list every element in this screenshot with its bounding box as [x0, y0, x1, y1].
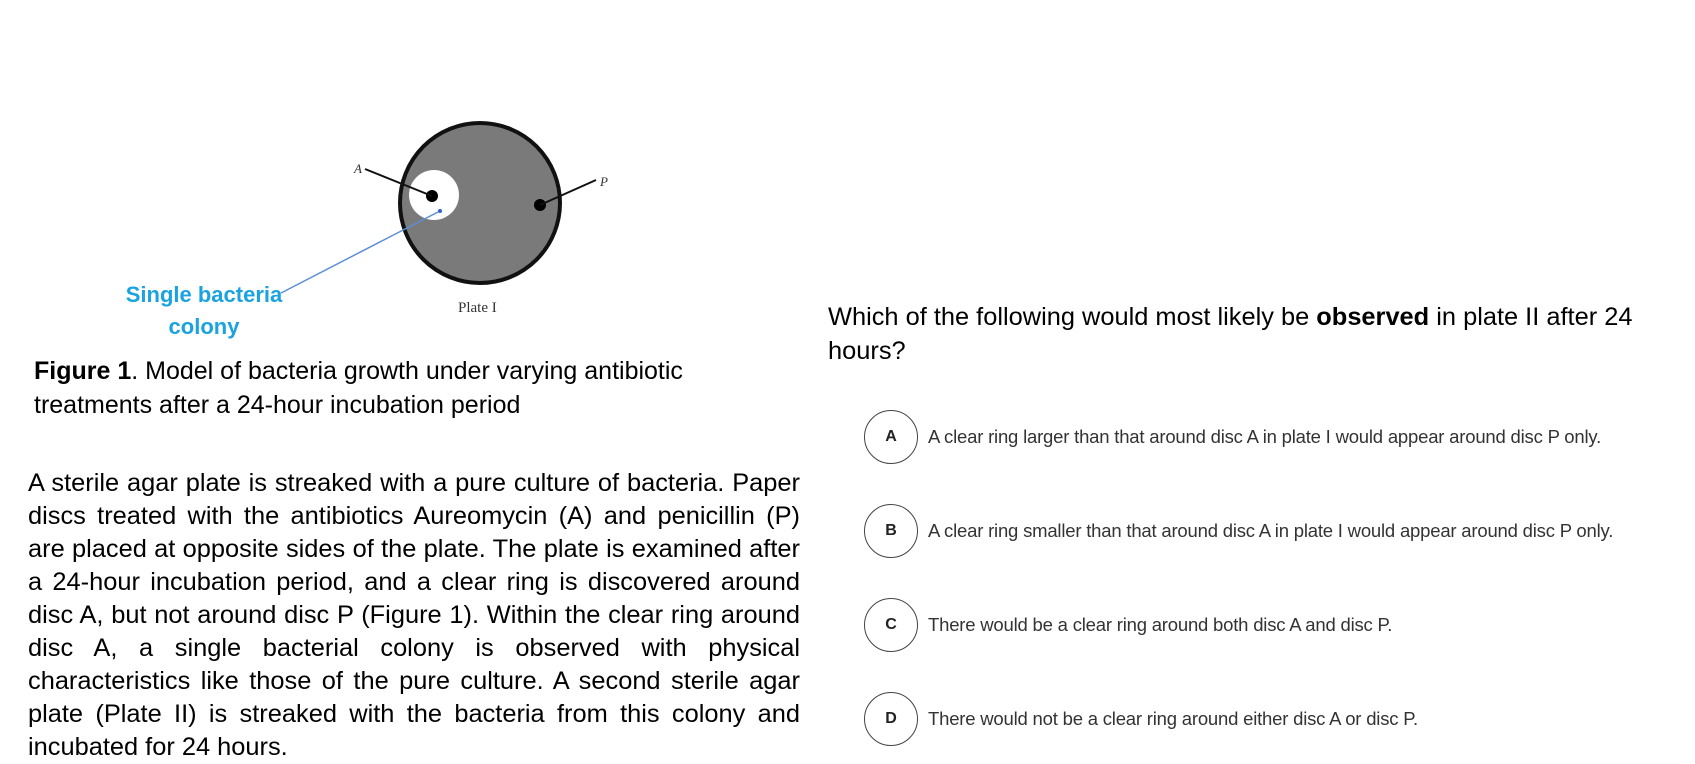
option-d[interactable]: [864, 691, 1418, 747]
bacteria-label-line1: Single bacteria: [125, 282, 283, 307]
option-d-text: There would not be a clear ring around either disc A or disc P.: [928, 708, 1418, 729]
colony-pointer-line: [281, 212, 438, 293]
figure-caption-text: . Model of bacteria growth under varying antibiotic treatments after a 24-hour incubation period: [34, 357, 683, 419]
question-bold: observed: [1316, 303, 1430, 331]
option-a-text: A clear ring larger than that around disc A in plate I would appear around disc P only.: [928, 426, 1602, 447]
question-before: Which of the following would most likely be: [828, 303, 1317, 331]
figure-caption: [34, 354, 794, 422]
option-a-letter[interactable]: A: [864, 410, 918, 464]
bacteria-colony-label: [118, 279, 290, 343]
bacteria-colony-dot: [438, 209, 442, 213]
option-c[interactable]: [864, 597, 1392, 653]
question-stem: [828, 300, 1658, 368]
option-b[interactable]: [864, 503, 1613, 559]
figure-1: [0, 0, 820, 420]
option-b-letter[interactable]: B: [864, 504, 918, 558]
figure-caption-bold: Figure 1: [34, 357, 132, 385]
option-c-text: There would be a clear ring around both disc A and disc P.: [928, 614, 1393, 635]
option-b-text: A clear ring smaller than that around disc A in plate I would appear around disc P only.: [928, 520, 1614, 541]
label-a: A: [354, 161, 362, 176]
question-after: in plate II after 24 hours?: [828, 303, 1633, 365]
option-a[interactable]: [864, 409, 1601, 465]
option-c-letter[interactable]: C: [864, 598, 918, 652]
bacteria-label-line2: colony: [168, 314, 240, 339]
option-d-letter[interactable]: D: [864, 692, 918, 746]
passage-text: A sterile agar plate is streaked with a pure culture of bacteria. Paper discs treated with the antibiotics Aureomycin (A) and penicillin (P) are placed at opposite sides of the plate. The plate is examined after a 24-hour incubation period, and a clear ring is discovered around disc A, but not around disc P (Figure 1). Within the clear ring around disc A, a single bacterial colony is observed with physical characteristics like those of the pure culture. A second sterile agar plate (Plate II) is streaked with the bacteria from this colony and incubated for 24 hours.: [28, 469, 800, 761]
label-p: P: [600, 174, 608, 189]
plate-caption: Plate I: [458, 300, 497, 316]
